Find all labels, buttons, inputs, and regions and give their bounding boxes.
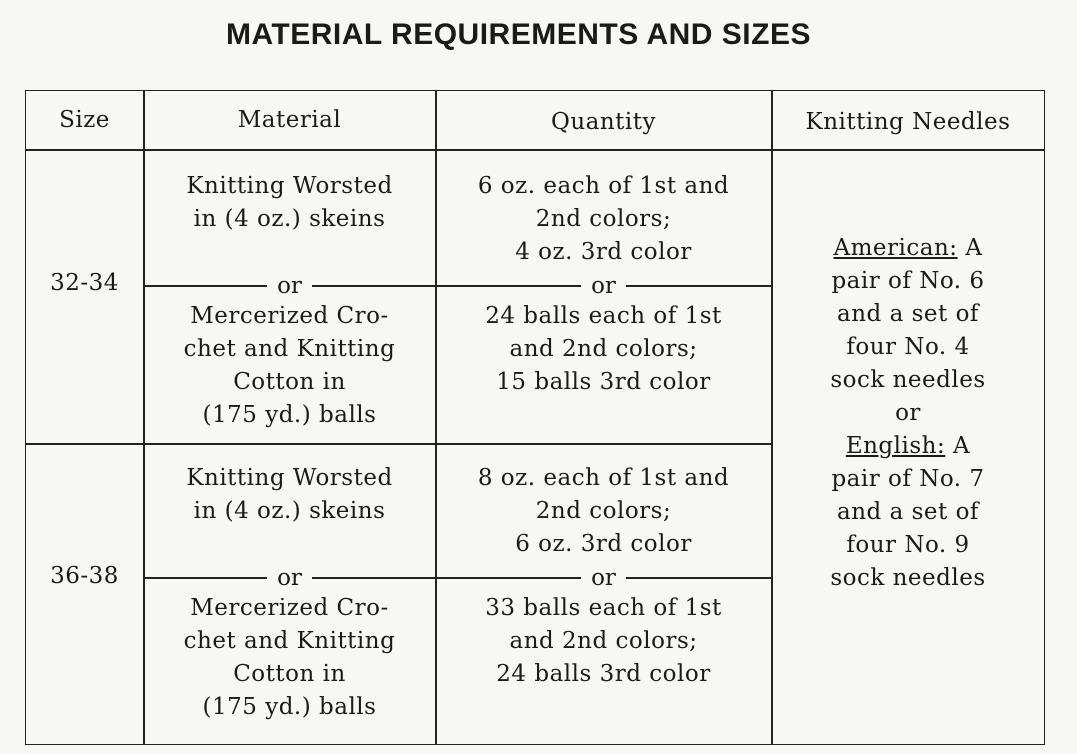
header-material: Material: [237, 107, 342, 133]
header-size: Size: [59, 107, 110, 133]
dash-line: [436, 577, 581, 579]
needles-english: [772, 430, 1044, 463]
quantity-line: 6 oz. each of 1st and: [477, 173, 730, 199]
material-line: Cotton in: [233, 369, 346, 395]
material-worsted: [144, 170, 435, 236]
quantity-line: 24 balls 3rd color: [496, 661, 711, 687]
material-line: Mercerized Cro-: [190, 595, 389, 621]
dash-line: [436, 285, 581, 287]
size-value: 36-38: [50, 563, 119, 589]
page-title: MATERIAL REQUIREMENTS AND SIZES: [226, 18, 811, 51]
quantity-line: 6 oz. 3rd color: [515, 531, 692, 557]
needles-line: sock needles: [830, 565, 986, 591]
dash-line: [626, 285, 771, 287]
material-line: chet and Knitting: [183, 336, 396, 362]
needles-or: or: [895, 400, 921, 426]
or-separator: [144, 563, 435, 593]
material-line: in (4 oz.) skeins: [193, 206, 386, 232]
or-separator: [144, 271, 435, 301]
needles-line: sock needles: [830, 367, 986, 393]
quantity-line: 2nd colors;: [535, 206, 672, 232]
needles-info: [772, 232, 1044, 595]
quantity-cotton: [436, 592, 771, 691]
dash-line: [144, 285, 267, 287]
or-label: or: [591, 273, 616, 299]
quantity-line: 8 oz. each of 1st and: [477, 465, 730, 491]
needles-line: four No. 9: [846, 532, 970, 558]
or-separator: [436, 271, 771, 301]
quantity-line: and 2nd colors;: [509, 628, 698, 654]
quantity-line: 33 balls each of 1st: [485, 595, 722, 621]
quantity-line: 24 balls each of 1st: [485, 303, 722, 329]
header-divider: [26, 149, 1044, 151]
or-label: or: [277, 273, 302, 299]
needles-american: [772, 232, 1044, 265]
quantity-worsted: [436, 462, 771, 561]
dash-line: [626, 577, 771, 579]
needles-line: A: [953, 433, 971, 459]
row-divider: [26, 443, 772, 445]
needles-line: and a set of: [837, 301, 979, 327]
dash-line: [144, 577, 267, 579]
needles-line: and a set of: [837, 499, 979, 525]
material-cotton: [144, 592, 435, 724]
material-line: (175 yd.) balls: [202, 694, 377, 720]
dash-line: [312, 577, 435, 579]
quantity-line: and 2nd colors;: [509, 336, 698, 362]
quantity-line: 4 oz. 3rd color: [515, 239, 692, 265]
material-line: Knitting Worsted: [186, 173, 393, 199]
dash-line: [312, 285, 435, 287]
material-line: Knitting Worsted: [186, 465, 393, 491]
quantity-line: 2nd colors;: [535, 498, 672, 524]
needles-line: four No. 4: [846, 334, 970, 360]
quantity-line: 15 balls 3rd color: [496, 369, 711, 395]
requirements-table: [25, 90, 1045, 745]
size-value: 32-34: [50, 270, 119, 296]
quantity-worsted: [436, 170, 771, 269]
material-line: chet and Knitting: [183, 628, 396, 654]
header-needles: Knitting Needles: [805, 109, 1011, 135]
english-label: English:: [845, 433, 946, 459]
needles-line: pair of No. 7: [831, 466, 985, 492]
material-line: in (4 oz.) skeins: [193, 498, 386, 524]
material-cotton: [144, 300, 435, 432]
or-label: or: [591, 565, 616, 591]
material-worsted: [144, 462, 435, 528]
needles-line: A: [965, 235, 983, 261]
header-quantity: Quantity: [550, 109, 657, 135]
material-line: Cotton in: [233, 661, 346, 687]
quantity-cotton: [436, 300, 771, 399]
needles-line: pair of No. 6: [831, 268, 985, 294]
or-separator: [436, 563, 771, 593]
material-line: (175 yd.) balls: [202, 402, 377, 428]
american-label: American:: [833, 235, 958, 261]
or-label: or: [277, 565, 302, 591]
material-line: Mercerized Cro-: [190, 303, 389, 329]
